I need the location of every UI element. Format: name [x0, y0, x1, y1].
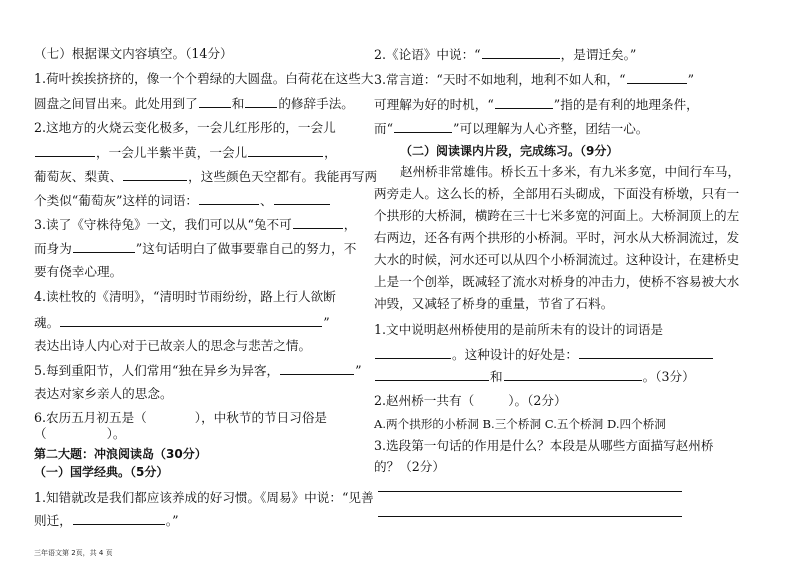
sub1-title: （一）国学经典。（5分）	[34, 465, 169, 479]
answer-line[interactable]	[378, 491, 682, 492]
passage-line: 赵州桥非常雄伟。桥长五十多米，有九米多宽，中间行车马，	[400, 164, 741, 179]
answer-line[interactable]	[378, 516, 682, 517]
r2-line: 2.赵州桥一共有（ ）。（2分）	[374, 393, 567, 408]
g3-line3: 而“ ”可以理解为人心齐整，团结一心。	[374, 121, 649, 136]
q2-blank-1[interactable]	[35, 144, 95, 157]
page-footer: 三年语文第 2页，共 4 页	[34, 549, 113, 557]
g1-line2: 则迁， 。”	[34, 513, 179, 528]
q1-blank-1[interactable]	[199, 95, 231, 108]
q5-blank[interactable]	[280, 362, 354, 375]
q3-blank-2[interactable]	[73, 240, 135, 253]
q4-line2: 魂。 ”	[34, 315, 330, 330]
passage-line: 右两边，还各有两个拱形的小桥洞。平时，河水从大桥洞流过，发	[374, 230, 740, 245]
q2-blank-5[interactable]	[274, 192, 330, 205]
r1-blank-3[interactable]	[375, 368, 489, 381]
passage-line: 上是一个创举，既减轻了流水对桥身的冲击力，使桥不容易被大水	[374, 274, 740, 289]
passage-line: 大水的时候，河水还可以从四个小桥洞流过。这种设计，在建桥史	[374, 252, 740, 267]
g3-line2: 可理解为好的时机，“ ”指的是有利的地理条件，	[374, 97, 699, 112]
g3-blank-2[interactable]	[495, 96, 553, 109]
section7-title: （七）根据课文内容填空。（14分）	[34, 46, 233, 61]
passage-line: 个拱形的大桥洞，横跨在三十七米多宽的河面上。大桥洞顶上的左	[374, 208, 740, 223]
q4-blank[interactable]	[60, 314, 322, 327]
q2-line1: 2.这地方的火烧云变化极多，一会儿红彤彤的，一会儿	[34, 120, 336, 135]
q4-line1: 4.读杜牧的《清明》，“清明时节雨纷纷，路上行人欲断	[34, 289, 336, 304]
q2-blank-2[interactable]	[248, 144, 323, 157]
r3-line1: 3.选段第一句话的作用是什么？本段是从哪些方面描写赵州桥	[374, 438, 714, 453]
q6-line1: 6.农历五月初五是（ ），中秋节的节日习俗是	[34, 410, 328, 425]
q5-line2: 表达对家乡亲人的思念。	[34, 386, 173, 401]
q3-line1: 3.读了《守株待兔》一文，我们可以从“兔不可 ，	[34, 217, 357, 232]
r1-line2: 。这种设计的好处是：	[374, 346, 714, 363]
q1-line2: 圆盘之间冒出来。此处用到了 和 的修辞手法。	[34, 96, 354, 111]
q2-line2: ，一会儿半紫半黄，一会儿 ，	[34, 144, 337, 161]
q2-blank-3[interactable]	[123, 168, 187, 181]
q2-blank-4[interactable]	[199, 192, 259, 205]
g2-blank[interactable]	[482, 46, 560, 59]
g3-blank-3[interactable]	[394, 120, 452, 133]
r1-blank-2[interactable]	[579, 346, 713, 359]
q5-line1: 5.每到重阳节，人们常用“独在异乡为异客， ”	[34, 363, 362, 378]
q2-line4: 个类似“葡萄灰”这样的词语： 、	[34, 192, 331, 209]
q2-line3: 葡萄灰、梨黄、 ，这些颜色天空都有。我能再写两	[34, 169, 378, 184]
q3-line2: 而身为 ”这句话明白了做事要靠自己的努力，不	[34, 241, 357, 256]
sub2-title: （二）阅读课内片段，完成练习。（9分）	[400, 144, 619, 158]
q4-line3: 表达出诗人内心对于已故亲人的思念与悲苦之情。	[34, 338, 312, 353]
g3-blank-1[interactable]	[627, 71, 687, 84]
g1-line1: 1.知错就改是我们都应该养成的好习惯。《周易》中说：“见善	[34, 490, 374, 505]
q3-line3: 要有侥幸心理。	[34, 264, 123, 279]
q6-line2: （ ）。	[34, 426, 126, 441]
r2-options: A.两个拱形的小桥洞 B.三个桥洞 C.五个桥洞 D.四个桥洞	[374, 417, 666, 431]
r1-blank-4[interactable]	[504, 368, 642, 381]
q1-line1: 1.荷叶挨挨挤挤的，像一个个碧绿的大圆盘。白荷花在这些大	[34, 71, 374, 86]
r1-blank-1[interactable]	[375, 346, 451, 359]
g3-line1: 3.常言道：“天时不如地利，地利不如人和，“ ”	[374, 72, 695, 87]
g2-line: 2.《论语》中说：“ ，是谓迁矣。”	[374, 47, 637, 62]
r3-line2: 的？（2分）	[374, 459, 445, 474]
part2-title: 第二大题：冲浪阅读岛（30分）	[34, 447, 207, 461]
q1-blank-2[interactable]	[245, 95, 277, 108]
passage-line: 冲毁，又减轻了桥身的重量，节省了石料。	[374, 296, 614, 311]
r1-line3: 和 。（3分）	[374, 368, 695, 385]
r1-line1: 1.文中说明赵州桥使用的是前所未有的设计的词语是	[374, 322, 664, 337]
passage-line: 两旁走人。这么长的桥，全部用石头砌成，下面没有桥墩，只有一	[374, 186, 740, 201]
q3-blank-1[interactable]	[293, 216, 343, 229]
g1-blank[interactable]	[73, 512, 165, 525]
